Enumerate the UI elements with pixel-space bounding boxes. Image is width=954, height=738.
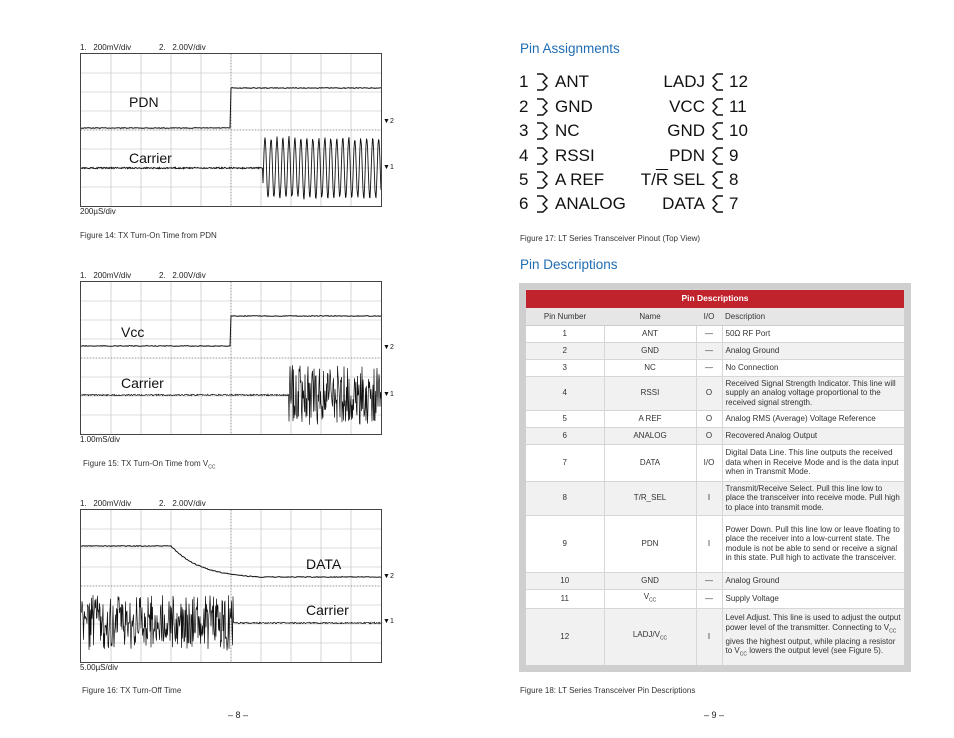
- cell-description: Supply Voltage: [722, 589, 904, 608]
- pinout-caption: Figure 17: LT Series Transceiver Pinout (Top View): [520, 234, 701, 243]
- cell-io: O: [696, 410, 722, 427]
- pin-lead-right: [713, 99, 723, 115]
- pin-lead-left: [537, 148, 547, 164]
- pin-number-label: 2: [519, 97, 529, 116]
- page-number-left: – 8 –: [228, 710, 249, 720]
- page-number-right: – 9 –: [704, 710, 725, 720]
- pin-name-label: NC: [555, 121, 580, 140]
- cell-description: 50Ω RF Port: [722, 325, 904, 342]
- col-header-description: Description: [722, 308, 904, 326]
- pin-name-label: PDN: [669, 146, 705, 165]
- cell-pin-name: DATA: [604, 444, 696, 481]
- pin-descriptions-table-frame: [519, 283, 911, 672]
- trace-label-bottom: Carrier: [306, 602, 349, 618]
- channel-2-marker: ▼2: [383, 344, 394, 351]
- pin-number-label: 10: [729, 121, 748, 140]
- cell-pin-number: 4: [526, 376, 604, 410]
- pin-lead-left: [537, 123, 547, 139]
- cell-description: Recovered Analog Output: [722, 427, 904, 444]
- trace-label-bottom: Carrier: [129, 150, 172, 166]
- table-row: [526, 427, 904, 444]
- pin-descriptions-heading: Pin Descriptions: [520, 257, 618, 272]
- pin-name-label: ANT: [555, 72, 589, 91]
- pin-lead-left: [537, 99, 547, 115]
- table-title: Pin Descriptions: [526, 290, 904, 308]
- oscilloscope-display: [80, 509, 394, 663]
- pin-notch-marks: [515, 66, 755, 218]
- cell-pin-number: 7: [526, 444, 604, 481]
- table-row: [526, 608, 904, 665]
- pin-name-label: A REF: [555, 170, 605, 189]
- cell-io: O: [696, 376, 722, 410]
- scope-ch2-scale: 2. 2.00V/div: [159, 499, 206, 508]
- cell-io: —: [696, 359, 722, 376]
- scope-ch2-scale: 2. 2.00V/div: [159, 43, 206, 52]
- scope-timebase: 200µS/div: [80, 207, 116, 216]
- scope-grid: [81, 282, 381, 434]
- cell-description: Analog Ground: [722, 342, 904, 359]
- cell-pin-name: GND: [604, 342, 696, 359]
- table-row: [526, 359, 904, 376]
- pin-number-label: 4: [519, 146, 529, 165]
- cell-pin-name: RSSI: [604, 376, 696, 410]
- cell-pin-name: T/R_SEL: [604, 481, 696, 515]
- figure-caption: Figure 14: TX Turn-On Time from PDN: [80, 231, 217, 240]
- pin-number-label: 12: [729, 72, 748, 91]
- cell-io: I: [696, 515, 722, 572]
- scope-grid: [81, 54, 381, 206]
- scope-ch1-scale: 1. 200mV/div: [80, 43, 132, 52]
- scope-grid: [81, 510, 381, 662]
- cell-pin-number: 10: [526, 572, 604, 589]
- cell-io: I: [696, 608, 722, 665]
- cell-pin-number: 8: [526, 481, 604, 515]
- trace-label-top: DATA: [306, 556, 342, 572]
- cell-io: —: [696, 325, 722, 342]
- scope-ch1-scale: 1. 200mV/div: [80, 271, 132, 280]
- scope-timebase: 5.00µS/div: [80, 663, 118, 672]
- cell-pin-name: NC: [604, 359, 696, 376]
- cell-description: No Connection: [722, 359, 904, 376]
- cell-io: —: [696, 589, 722, 608]
- pin-name-label: LADJ: [663, 72, 705, 91]
- cell-description: Digital Data Line. This line outputs the received data when in Receive Mode and is the data input when in Transmit Mode.: [722, 444, 904, 481]
- table-row: [526, 515, 904, 572]
- cell-pin-name: PDN: [604, 515, 696, 572]
- pin-name-label: GND: [667, 121, 705, 140]
- figure-caption: Figure 15: TX Turn-On Time from $V_{CC}$: [83, 459, 216, 471]
- table-body: [526, 325, 904, 665]
- figure-caption: Figure 16: TX Turn-Off Time: [82, 686, 182, 695]
- col-header-io: I/O: [696, 308, 722, 326]
- pin-name-label: RSSI: [555, 146, 595, 165]
- trace-label-top: Vcc: [121, 324, 145, 340]
- trace-label-top: PDN: [129, 94, 159, 110]
- pin-descriptions-table: [526, 289, 904, 665]
- cell-io: I: [696, 481, 722, 515]
- cell-description: Analog Ground: [722, 572, 904, 589]
- cell-pin-number: 5: [526, 410, 604, 427]
- table-row: [526, 410, 904, 427]
- scope-ch2-scale: 2. 2.00V/div: [159, 271, 206, 280]
- pin-name-label: DATA: [662, 194, 705, 213]
- cell-io: —: [696, 572, 722, 589]
- oscilloscope-display: [80, 281, 394, 435]
- col-header-pin-number: Pin Number: [526, 308, 604, 326]
- cell-pin-number: 11: [526, 589, 604, 608]
- pin-lead-right: [713, 74, 723, 90]
- table-row: [526, 589, 904, 608]
- cell-description: Level Adjust. This line is used to adjust the output power level of the transmitter. Connecting to $V_{CC}$ gives the highest output, while placing a resistor to $V_{CC}$ lowers the output level (see Figure 5).: [722, 608, 904, 665]
- trace-label-bottom: Carrier: [121, 375, 164, 391]
- col-header-name: Name: [604, 308, 696, 326]
- cell-pin-number: 1: [526, 325, 604, 342]
- pin-lead-right: [713, 148, 723, 164]
- pin-number-label: 11: [729, 97, 747, 116]
- cell-pin-name: LADJ/$V_{CC}$: [604, 608, 696, 665]
- cell-pin-name: ANT: [604, 325, 696, 342]
- cell-pin-name: $V_{CC}$: [604, 589, 696, 608]
- table-row: [526, 444, 904, 481]
- cell-pin-name: ANALOG: [604, 427, 696, 444]
- pin-number-label: 8: [729, 170, 739, 189]
- table-row: [526, 572, 904, 589]
- pin-lead-right: [713, 196, 723, 212]
- pin-name-label: $T/\overline{R}$ SEL: [640, 170, 705, 189]
- oscilloscope-display: [80, 53, 394, 207]
- cell-io: I/O: [696, 444, 722, 481]
- cell-io: —: [696, 342, 722, 359]
- table-header-row: [526, 308, 904, 326]
- cell-pin-number: 12: [526, 608, 604, 665]
- cell-pin-name: GND: [604, 572, 696, 589]
- cell-pin-number: 9: [526, 515, 604, 572]
- pin-number-label: 1: [519, 72, 529, 91]
- cell-description: Analog RMS (Average) Voltage Reference: [722, 410, 904, 427]
- cell-description: Power Down. Pull this line low or leave floating to place the receiver into a low-current state. The module is not be able to send or receive a signal in this state. Pull high to activate the transceiver.: [722, 515, 904, 572]
- pin-name-label: VCC: [669, 97, 705, 116]
- cell-io: O: [696, 427, 722, 444]
- table-row: [526, 481, 904, 515]
- channel-2-marker: ▼2: [383, 118, 394, 125]
- table-row: [526, 342, 904, 359]
- pin-number-label: 3: [519, 121, 529, 140]
- pin-lead-left: [537, 172, 547, 188]
- channel-1-marker: ▼1: [383, 164, 394, 171]
- table-caption: Figure 18: LT Series Transceiver Pin Descriptions: [520, 686, 696, 695]
- cell-pin-number: 2: [526, 342, 604, 359]
- table-row: [526, 376, 904, 410]
- pin-lead-left: [537, 196, 547, 212]
- scope-timebase: 1.00mS/div: [80, 435, 121, 444]
- pin-name-label: GND: [555, 97, 593, 116]
- pinout-diagram: [515, 66, 755, 218]
- scope-ch1-scale: 1. 200mV/div: [80, 499, 132, 508]
- pin-lead-left: [537, 74, 547, 90]
- channel-1-marker: ▼1: [383, 391, 394, 398]
- pin-lead-right: [713, 123, 723, 139]
- pin-number-label: 6: [519, 194, 529, 213]
- channel-2-marker: ▼2: [383, 573, 394, 580]
- cell-pin-name: A REF: [604, 410, 696, 427]
- cell-description: Transmit/Receive Select. Pull this line low to place the transceiver into receive mode. Pull high to place into transmit mode.: [722, 481, 904, 515]
- cell-pin-number: 6: [526, 427, 604, 444]
- table-row: [526, 325, 904, 342]
- channel-1-marker: ▼1: [383, 618, 394, 625]
- pin-lead-right: [713, 172, 723, 188]
- pin-number-label: 5: [519, 170, 529, 189]
- cell-pin-number: 3: [526, 359, 604, 376]
- pin-number-label: 7: [729, 194, 739, 213]
- cell-description: Received Signal Strength Indicator. This line will supply an analog voltage proportional to the received signal strength.: [722, 376, 904, 410]
- pin-name-label: ANALOG: [555, 194, 626, 213]
- pin-assignments-heading: Pin Assignments: [520, 41, 620, 56]
- pin-number-label: 9: [729, 146, 739, 165]
